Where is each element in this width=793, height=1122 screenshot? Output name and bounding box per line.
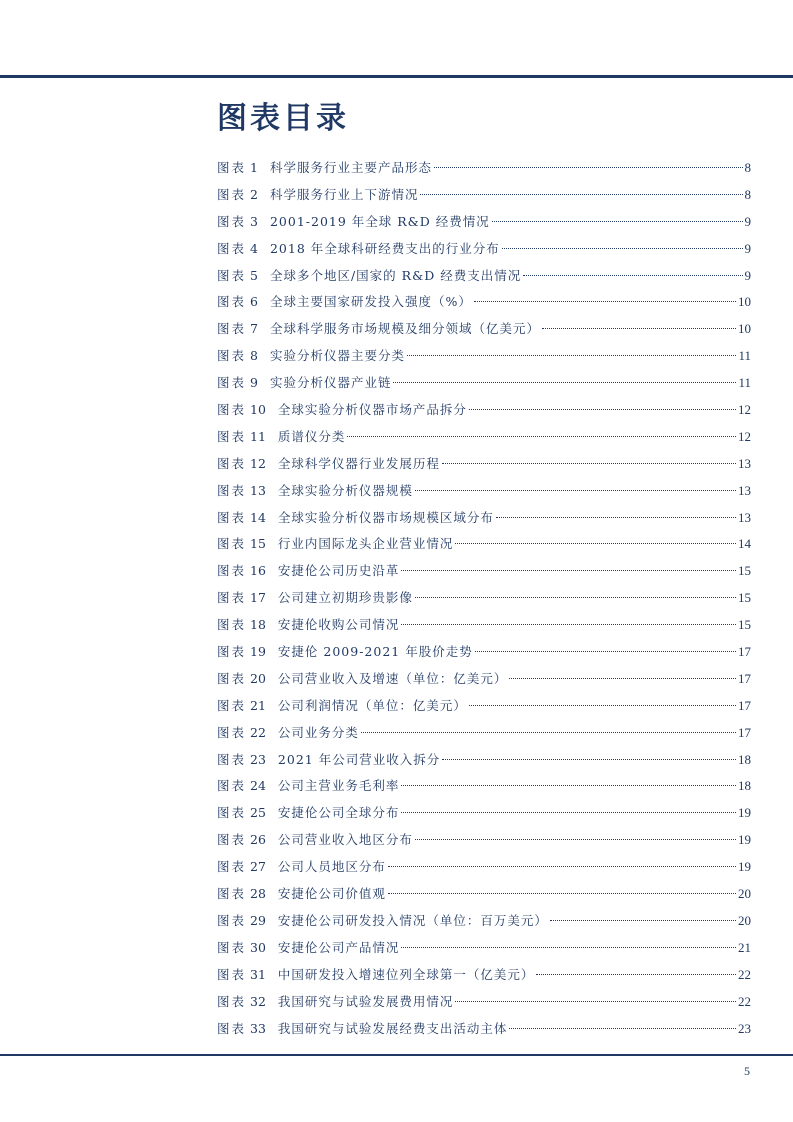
toc-entry-title: 全球实验分析仪器规模 [277, 482, 413, 498]
toc-dot-leader [509, 678, 736, 679]
toc-entry-number: 15 [250, 536, 266, 552]
toc-entry-number: 26 [250, 832, 266, 848]
toc-entry-title: 2018 年全球科研经费支出的行业分布 [269, 240, 500, 256]
toc-entry-page: 18 [738, 778, 751, 794]
toc-entry-page: 12 [738, 428, 751, 444]
toc-entry-label: 图表 [217, 590, 247, 606]
toc-entry-page: 13 [738, 509, 751, 525]
toc-entry-title: 质谱仪分类 [277, 428, 346, 444]
toc-entry-label: 图表 [217, 939, 247, 955]
toc-entry-label: 图表 [217, 240, 247, 256]
toc-entry-title: 实验分析仪器主要分类 [269, 348, 405, 364]
toc-entry-page: 15 [738, 563, 751, 579]
toc-entry-title: 我国研究与试验发展经费支出活动主体 [277, 1020, 508, 1036]
toc-entry[interactable] [217, 938, 751, 965]
toc-entry-title: 公司主营业务毛利率 [277, 778, 400, 794]
toc-entry[interactable] [217, 212, 751, 239]
toc-dot-leader [407, 355, 736, 356]
toc-entry-page: 20 [738, 886, 751, 902]
toc-dot-leader [442, 759, 736, 760]
toc-entry-title: 公司营业收入及增速（单位：亿美元） [277, 670, 508, 686]
toc-entry-page: 15 [738, 590, 751, 606]
toc-dot-leader [347, 436, 736, 437]
toc-entry-number: 6 [250, 294, 258, 310]
toc-entry[interactable] [217, 292, 751, 319]
toc-entry-page: 10 [738, 294, 751, 310]
toc-entry-number: 25 [250, 805, 266, 821]
toc-entry-page: 8 [744, 186, 751, 202]
toc-entry[interactable] [217, 561, 751, 588]
toc-entry[interactable] [217, 158, 751, 185]
toc-entry-page: 21 [738, 939, 751, 955]
page-title: 图表目录 [217, 101, 349, 136]
toc-entry-page: 19 [738, 859, 751, 875]
toc-entry-page: 12 [738, 402, 751, 418]
toc-entry[interactable] [217, 239, 751, 266]
toc-entry-page: 17 [738, 644, 751, 660]
toc-entry-title: 全球实验分析仪器市场产品拆分 [277, 402, 467, 418]
toc-entry-label: 图表 [217, 966, 247, 982]
toc-entry[interactable] [217, 427, 751, 454]
toc-entry[interactable] [217, 185, 751, 212]
toc-entry-title: 2021 年公司营业收入拆分 [277, 751, 441, 767]
toc-entry-number: 7 [250, 321, 258, 337]
toc-entry-number: 12 [250, 455, 266, 471]
toc-entry[interactable] [217, 615, 751, 642]
toc-entry-number: 24 [250, 778, 266, 794]
toc-entry-title: 安捷伦公司全球分布 [277, 805, 400, 821]
toc-entry-number: 20 [250, 670, 266, 686]
toc-entry-page: 17 [738, 670, 751, 686]
toc-dot-leader [455, 1001, 736, 1002]
toc-entry-number: 19 [250, 644, 266, 660]
toc-entry-title: 全球多个地区/国家的 R&D 经费支出情况 [269, 267, 522, 283]
toc-dot-leader [401, 812, 736, 813]
toc-entry[interactable] [217, 400, 751, 427]
toc-entry-page: 11 [738, 375, 751, 391]
toc-entry-label: 图表 [217, 859, 247, 875]
toc-entry-title: 公司利润情况（单位：亿美元） [277, 697, 467, 713]
toc-dot-leader [496, 517, 736, 518]
toc-dot-leader [401, 624, 736, 625]
toc-entry-title: 2001-2019 年全球 R&D 经费情况 [269, 213, 490, 229]
toc-entry-number: 2 [250, 186, 258, 202]
toc-entry-title: 安捷伦公司历史沿革 [277, 563, 400, 579]
toc-entry[interactable] [217, 830, 751, 857]
toc-entry[interactable] [217, 884, 751, 911]
toc-dot-leader [401, 785, 736, 786]
toc-entry[interactable] [217, 319, 751, 346]
toc-dot-leader [361, 732, 736, 733]
toc-entry[interactable] [217, 965, 751, 992]
toc-dot-leader [474, 301, 736, 302]
toc-entry-label: 图表 [217, 563, 247, 579]
toc-entry-number: 27 [250, 859, 266, 875]
toc-entry-number: 28 [250, 886, 266, 902]
toc-dot-leader [536, 974, 736, 975]
toc-entry[interactable] [217, 669, 751, 696]
toc-entry-number: 5 [250, 267, 258, 283]
toc-entry-number: 13 [250, 482, 266, 498]
toc-entry-title: 行业内国际龙头企业营业情况 [277, 536, 454, 552]
toc-entry-number: 33 [250, 1020, 266, 1036]
toc-dot-leader [475, 651, 736, 652]
toc-entry-page: 14 [738, 536, 751, 552]
toc-entry[interactable] [217, 857, 751, 884]
toc-entry-label: 图表 [217, 670, 247, 686]
toc-entry-title: 安捷伦公司价值观 [277, 886, 386, 902]
toc-entry-page: 9 [744, 267, 751, 283]
toc-entry[interactable] [217, 696, 751, 723]
toc-dot-leader [542, 328, 736, 329]
toc-entry-number: 14 [250, 509, 266, 525]
toc-entry[interactable] [217, 642, 751, 669]
toc-entry-number: 10 [250, 402, 266, 418]
toc-entry-page: 15 [738, 617, 751, 633]
toc-entry-title: 安捷伦公司产品情况 [277, 939, 400, 955]
toc-entry-page: 19 [738, 805, 751, 821]
toc-entry-label: 图表 [217, 697, 247, 713]
toc-entry[interactable] [217, 373, 751, 400]
toc-entry-label: 图表 [217, 213, 247, 229]
toc-dot-leader [502, 248, 743, 249]
toc-dot-leader [415, 839, 736, 840]
toc-dot-leader [523, 275, 742, 276]
toc-entry[interactable] [217, 803, 751, 830]
toc-entry[interactable] [217, 454, 751, 481]
toc-entry-page: 13 [738, 482, 751, 498]
toc-entry[interactable] [217, 508, 751, 535]
toc-entry-label: 图表 [217, 751, 247, 767]
toc-entry-page: 18 [738, 751, 751, 767]
toc-dot-leader [415, 597, 736, 598]
toc-entry-page: 13 [738, 455, 751, 471]
toc-entry-number: 18 [250, 617, 266, 633]
toc-entry-title: 全球实验分析仪器市场规模区域分布 [277, 509, 494, 525]
toc-entry-title: 公司营业收入地区分布 [277, 832, 413, 848]
toc-entry[interactable] [217, 911, 751, 938]
toc-entry-page: 23 [738, 1020, 751, 1036]
toc-entry[interactable] [217, 481, 751, 508]
toc-entry[interactable] [217, 992, 751, 1019]
toc-dot-leader [434, 167, 743, 168]
toc-entry-number: 16 [250, 563, 266, 579]
toc-entry-label: 图表 [217, 724, 247, 740]
toc-entry-title: 安捷伦 2009-2021 年股价走势 [277, 644, 473, 660]
toc-entry[interactable] [217, 776, 751, 803]
toc-entry-label: 图表 [217, 402, 247, 418]
toc-entry-number: 29 [250, 912, 266, 928]
toc-dot-leader [420, 194, 742, 195]
toc-entry-number: 21 [250, 697, 266, 713]
toc-entry-label: 图表 [217, 509, 247, 525]
toc-dot-leader [388, 866, 736, 867]
toc-entry-title: 安捷伦公司研发投入情况（单位：百万美元） [277, 912, 548, 928]
toc-dot-leader [401, 947, 736, 948]
toc-entry[interactable] [217, 346, 751, 373]
toc-entry-number: 9 [250, 375, 258, 391]
toc-entry-label: 图表 [217, 294, 247, 310]
toc-entry-page: 19 [738, 832, 751, 848]
toc-entry-title: 科学服务行业主要产品形态 [269, 160, 432, 175]
toc-dot-leader [469, 409, 736, 410]
toc-entry-title: 公司建立初期珍贵影像 [277, 590, 413, 606]
toc-entry-label: 图表 [217, 912, 247, 928]
page-number: 5 [744, 1064, 750, 1078]
toc-dot-leader [388, 893, 736, 894]
toc-entry-label: 图表 [217, 886, 247, 902]
toc-entry-label: 图表 [217, 778, 247, 794]
toc-dot-leader [469, 705, 736, 706]
toc-entry-page: 9 [744, 240, 751, 256]
toc-entry-label: 图表 [217, 482, 247, 498]
toc-entry-number: 1 [250, 160, 258, 175]
toc-entry-title: 安捷伦收购公司情况 [277, 617, 400, 633]
toc-entry-title: 公司业务分类 [277, 724, 359, 740]
toc-entry-number: 23 [250, 751, 266, 767]
toc-entry-number: 11 [250, 428, 266, 444]
toc-entry-page: 20 [738, 912, 751, 928]
toc-entry-title: 我国研究与试验发展费用情况 [277, 993, 454, 1009]
toc-dot-leader [393, 382, 736, 383]
toc-entry-title: 中国研发投入增速位列全球第一（亿美元） [277, 966, 535, 982]
toc-entry-number: 8 [250, 348, 258, 364]
toc-entry-label: 图表 [217, 536, 247, 552]
toc-entry[interactable] [217, 534, 751, 561]
toc-entry-title: 全球科学仪器行业发展历程 [277, 455, 440, 471]
toc-entry-label: 图表 [217, 186, 247, 202]
toc-entry-label: 图表 [217, 160, 247, 175]
toc-dot-leader [401, 570, 736, 571]
toc-entry-label: 图表 [217, 428, 247, 444]
toc-entry-label: 图表 [217, 805, 247, 821]
toc-entry-label: 图表 [217, 267, 247, 283]
toc-entry-label: 图表 [217, 644, 247, 660]
toc-entry[interactable] [217, 723, 751, 750]
table-of-figures [217, 158, 751, 1045]
toc-entry-title: 全球主要国家研发投入强度（%） [269, 294, 472, 310]
toc-entry-page: 11 [738, 348, 751, 364]
toc-entry-page: 8 [744, 160, 751, 175]
toc-entry[interactable] [217, 1019, 751, 1046]
toc-entry-number: 22 [250, 724, 266, 740]
toc-entry-page: 22 [738, 966, 751, 982]
toc-dot-leader [415, 490, 736, 491]
toc-entry-number: 17 [250, 590, 266, 606]
toc-dot-leader [455, 543, 736, 544]
toc-entry-title: 全球科学服务市场规模及细分领域（亿美元） [269, 321, 540, 337]
toc-dot-leader [550, 920, 736, 921]
toc-entry-label: 图表 [217, 348, 247, 364]
toc-entry-label: 图表 [217, 832, 247, 848]
toc-entry-label: 图表 [217, 375, 247, 391]
toc-entry-label: 图表 [217, 455, 247, 471]
toc-entry-number: 30 [250, 939, 266, 955]
toc-entry-page: 10 [738, 321, 751, 337]
toc-entry-label: 图表 [217, 321, 247, 337]
toc-entry-number: 4 [250, 240, 258, 256]
toc-entry-label: 图表 [217, 1020, 247, 1036]
toc-entry-number: 32 [250, 993, 266, 1009]
toc-entry-page: 17 [738, 697, 751, 713]
toc-dot-leader [442, 463, 736, 464]
toc-entry[interactable] [217, 750, 751, 777]
toc-entry-title: 科学服务行业上下游情况 [269, 186, 419, 202]
header-rule [0, 75, 793, 78]
toc-entry-page: 22 [738, 993, 751, 1009]
footer-rule [0, 1054, 793, 1056]
toc-entry[interactable] [217, 588, 751, 615]
toc-entry-label: 图表 [217, 993, 247, 1009]
toc-dot-leader [492, 221, 743, 222]
toc-entry-title: 公司人员地区分布 [277, 859, 386, 875]
toc-entry-number: 3 [250, 213, 258, 229]
toc-entry[interactable] [217, 266, 751, 293]
toc-dot-leader [509, 1028, 736, 1029]
toc-entry-title: 实验分析仪器产业链 [269, 375, 392, 391]
toc-entry-number: 31 [250, 966, 266, 982]
toc-entry-label: 图表 [217, 617, 247, 633]
toc-entry-page: 9 [744, 213, 751, 229]
toc-entry-page: 17 [738, 724, 751, 740]
